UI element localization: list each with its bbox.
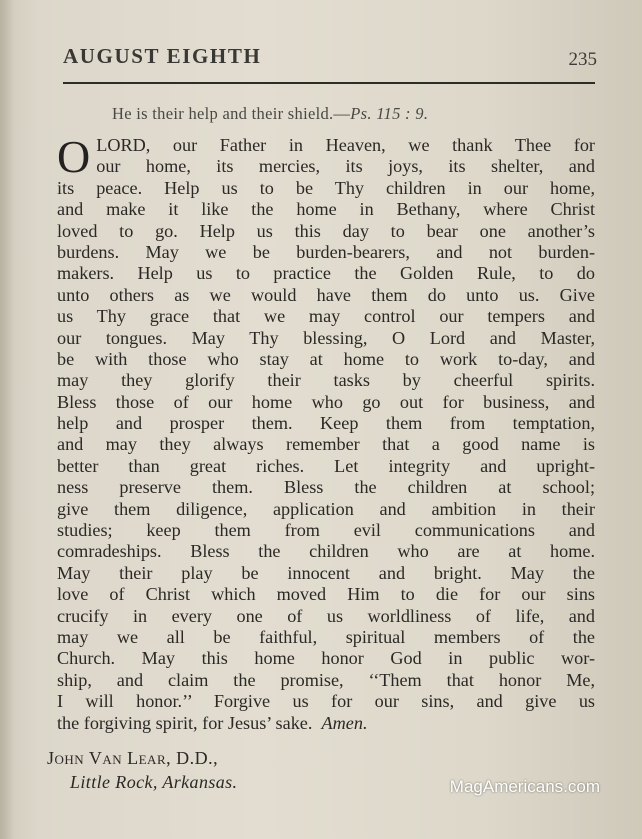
prayer-line: I will honor.’’ Forgive us for our sins, and give us — [57, 691, 595, 712]
prayer-line: crucify in every one of us worldliness of life, and — [57, 605, 595, 626]
prayer-line: its peace. Help us to be Thy children in our home, — [57, 177, 595, 198]
prayer-text — [57, 131, 595, 734]
header-rule — [63, 82, 595, 84]
author-name: John Van Lear, D.D., — [47, 748, 219, 768]
prayer-line: studies; keep them from evil communications and — [57, 520, 595, 541]
prayer-line: loved to go. Help us this day to bear one another’s — [57, 220, 595, 241]
prayer-line: our tongues. May Thy blessing, O Lord and Master, — [57, 327, 595, 348]
prayer-line: may we all be faithful, spiritual members of the — [57, 626, 595, 647]
prayer-line: Church. May this home honor God in public wor- — [57, 648, 595, 669]
drop-cap: O — [57, 131, 91, 182]
prayer-line: be with those who stay at home to work to-day, and — [57, 348, 595, 369]
prayer-line: our home, its mercies, its joys, its shelter, and — [96, 156, 595, 177]
prayer-line: burdens. May we be burden-bearers, and not burden- — [57, 241, 595, 262]
prayer-line: ness preserve them. Bless the children at school; — [57, 477, 595, 498]
prayer-line: May their play be innocent and bright. May the — [57, 562, 595, 583]
epigraph-reference: Ps. 115 : 9. — [350, 104, 429, 123]
prayer-line: and make it like the home in Bethany, where Christ — [57, 199, 595, 220]
prayer-line: Bless those of our home who go out for business, and — [57, 391, 595, 412]
prayer-line: unto others as we would have them do unto us. Give — [57, 284, 595, 305]
page-title: AUGUST EIGHTH — [63, 44, 262, 68]
prayer-line: comradeships. Bless the children who are at home. — [57, 541, 595, 562]
prayer-line: help and prosper them. Keep them from temptation, — [57, 413, 595, 434]
page-header — [63, 44, 599, 74]
author-location: Little Rock, Arkansas. — [70, 772, 238, 792]
prayer-line: give them diligence, application and ambition in their — [57, 498, 595, 519]
page-number: 235 — [568, 49, 597, 70]
prayer-line: LORD, our Father in Heaven, we thank Thee for — [96, 135, 595, 155]
prayer-last-line — [57, 713, 595, 734]
epigraph — [112, 104, 428, 124]
prayer-line: and may they always remember that a good name is — [57, 434, 595, 455]
prayer-line: us Thy grace that we may control our tempers and — [57, 306, 595, 327]
amen: Amen. — [321, 712, 368, 733]
watermark: MagAmericans.com — [449, 777, 600, 796]
prayer-line: love of Christ which moved Him to die for our sins — [57, 584, 595, 605]
prayer-line: makers. Help us to practice the Golden Rule, to do — [57, 263, 595, 284]
prayer-line: ship, and claim the promise, ‘‘Them that honor Me, — [57, 669, 595, 690]
prayer-line: better than great riches. Let integrity and upright- — [57, 455, 595, 476]
prayer-line: the forgiving spirit, for Jesus’ sake. — [57, 712, 313, 733]
epigraph-text: He is their help and their shield.— — [112, 104, 351, 123]
prayer-line: may they glorify their tasks by cheerful spirits. — [57, 370, 595, 391]
